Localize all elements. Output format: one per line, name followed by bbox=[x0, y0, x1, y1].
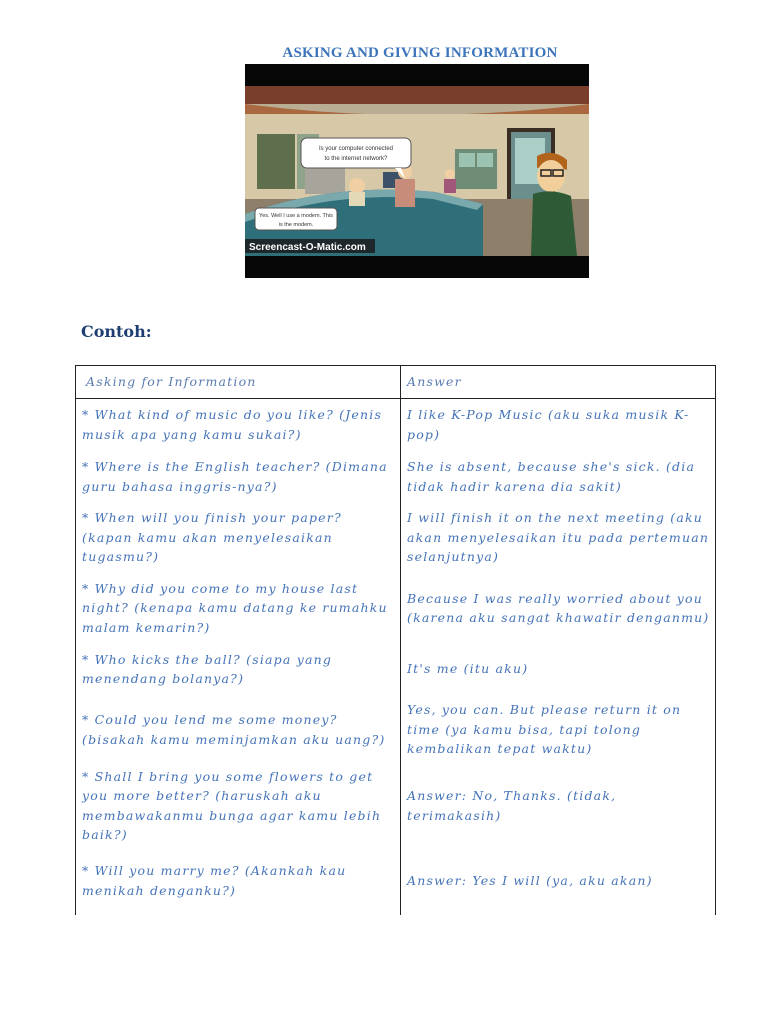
answer-cell: It's me (itu aku) bbox=[401, 644, 716, 695]
table-row bbox=[76, 644, 716, 695]
svg-text:is the modem.: is the modem. bbox=[278, 222, 314, 228]
question-cell: * Will you marry me? (Akankah kau menikah denganku?) bbox=[76, 847, 401, 915]
svg-text:to the internet network?: to the internet network? bbox=[324, 156, 388, 162]
table-row bbox=[76, 573, 716, 644]
table-row bbox=[76, 503, 716, 573]
table-row bbox=[76, 847, 716, 915]
table-row bbox=[76, 399, 716, 451]
asking-information-table bbox=[75, 365, 716, 915]
question-cell: * Who kicks the ball? (siapa yang menendang bolanya?) bbox=[76, 644, 401, 695]
question-cell: * Shall I bring you some flowers to get you more better? (haruskah aku membawakanmu bunga agar kamu lebih baik?) bbox=[76, 765, 401, 847]
question-cell: * Why did you come to my house last night? (kenapa kamu datang ke rumahku malam kemarin?) bbox=[76, 573, 401, 644]
column-header-asking: Asking for Information bbox=[76, 366, 401, 399]
answer-cell: She is absent, because she's sick. (dia tidak hadir karena dia sakit) bbox=[401, 451, 716, 503]
column-header-answer: Answer bbox=[401, 366, 716, 399]
document-title: ASKING AND GIVING INFORMATION bbox=[282, 45, 558, 61]
table-row bbox=[76, 451, 716, 503]
question-cell: * Where is the English teacher? (Dimana guru bahasa inggris-nya?) bbox=[76, 451, 401, 503]
section-heading: Contoh: bbox=[81, 322, 152, 341]
answer-cell: I like K-Pop Music (aku suka musik K-pop) bbox=[401, 399, 716, 451]
answer-cell: Yes, you can. But please return it on time (ya kamu bisa, tapi tolong kembalikan tepat waktu) bbox=[401, 695, 716, 765]
answer-cell: Because I was really worried about you (karena aku sangat khawatir denganmu) bbox=[401, 573, 716, 644]
office-reception-illustration bbox=[245, 64, 589, 278]
question-cell: * Could you lend me some money? (bisakah kamu meminjamkan aku uang?) bbox=[76, 695, 401, 765]
question-cell: * What kind of music do you like? (Jenis musik apa yang kamu sukai?) bbox=[76, 399, 401, 451]
svg-text:Is your computer connected: Is your computer connected bbox=[318, 146, 394, 152]
answer-cell: Answer: Yes I will (ya, aku akan) bbox=[401, 847, 716, 915]
question-cell: * When will you finish your paper? (kapan kamu akan menyelesaikan tugasmu?) bbox=[76, 503, 401, 573]
svg-text:Screencast-O-Matic.com: Screencast-O-Matic.com bbox=[249, 242, 366, 253]
answer-cell: I will finish it on the next meeting (aku akan menyelesaikan itu pada pertemuan selanjutnya) bbox=[401, 503, 716, 573]
table-header-row bbox=[76, 366, 716, 399]
svg-text:Yes. Well I use a modem. This: Yes. Well I use a modem. This bbox=[259, 213, 333, 219]
answer-cell: Answer: No, Thanks. (tidak, terimakasih) bbox=[401, 765, 716, 847]
table-row bbox=[76, 765, 716, 847]
table-row bbox=[76, 695, 716, 765]
